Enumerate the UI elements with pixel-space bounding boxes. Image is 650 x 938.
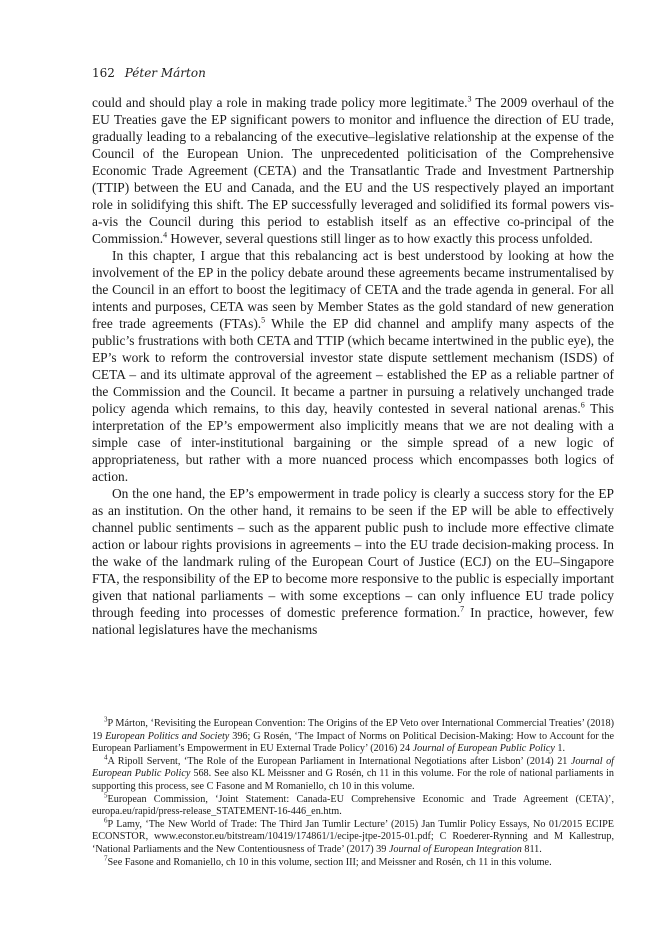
page-number: 162 (92, 66, 115, 80)
text-run: A Ripoll Servent, ‘The Role of the European Parliament in International Negotiations after Lisbon’ (2014) 21 (107, 755, 571, 767)
body-text (92, 94, 614, 638)
footnote-ref: 7 (460, 604, 465, 614)
footnote-4 (92, 753, 615, 794)
text-run: 396; G Rosén, ‘The Impact of Norms on Political Decision-Making: How to Account for the European Parliament’s Empowerment in EU External Trade Policy’ (2016) 24 (92, 730, 615, 755)
text-run: See Fasone and Romaniello, ch 10 in this volume, section III; and Meissner and Rosén, ch 11 in this volume. (107, 856, 552, 868)
text-run: The 2009 overhaul of the EU Treaties gave the EP significant powers to monitor and influence the direction of EU trade, gradually leading to a rebalancing of the executive–legislative relationship at the expense of the Council of the European Union. The unprecedented politicisation of the Comprehensive Economic Trade Agreement (CETA) and the Transatlantic Trade and Investment Partnership (TTIP) between the EU and Canada, and the EU and the US respectively played an important role in solidifying this shift. The EP successfully leveraged and solidified its formal powers vis-a-vis the Council during this period to establish itself as an effective co-principal of the Commission. (92, 95, 614, 246)
footnote-ref: 3 (467, 94, 472, 104)
footnotes (92, 715, 615, 869)
footnote-5 (92, 791, 614, 819)
text-run: This interpretation of the EP’s empowerment also implicitly means that we are not dealing with a simple case of inter-institutional bargaining or the simple spread of a new logic of appropriateness, but rather with a more nuanced process which encompasses both logics of action. (92, 401, 614, 484)
footnote-number: 3 (104, 715, 108, 724)
running-header (92, 66, 206, 80)
text-run: 811. (521, 843, 542, 855)
text-run: P Lamy, ‘The New World of Trade: The Third Jan Tumlir Lecture’ (2015) Jan Tumlir Policy Essays, No 01/2015 ECIPE ECONSTOR, www.econstor.eu/bitstream/10419/174861/1/ecipe-jtpe-2015-01.pdf; C Roederer-Rynning and M Kallestrup, ‘National Parliaments and the New Contentiousness of Trade’ (2017) 39 (92, 818, 614, 855)
text-run: could and should play a role in making trade policy more legitimate. (92, 95, 468, 110)
paragraph-1 (92, 94, 614, 247)
text-run: 568. See also KL Meissner and G Rosén, ch 11 in this volume. For the role of national parliaments in supporting this process, see C Fasone and M Romaniello, ch 10 in this volume. (92, 768, 614, 792)
journal-title: Journal of European Public Policy (92, 755, 615, 780)
running-head-author: Péter Márton (124, 66, 206, 80)
journal-title: Journal of European Public Policy (412, 743, 555, 755)
footnote-ref: 6 (580, 400, 585, 410)
footnote-ref: 5 (261, 315, 266, 325)
footnote-number: 5 (104, 791, 108, 800)
text-run: In this chapter, I argue that this rebalancing act is best understood by looking at how the involvement of the EP in the policy debate around these agreements became instrumentalised by the Council in an effort to boost the legitimacy of CETA and the trade agenda in general. For all intents and purposes, CETA was seen by Member States as the gold standard of new generation free trade agreements (FTAs). (92, 248, 614, 331)
text-run: In practice, however, few national legislatures have the mechanisms (92, 605, 614, 637)
text-run: On the one hand, the EP’s empowerment in trade policy is clearly a success story for the EP as an institution. On the other hand, it remains to be seen if the EP will be able to effectively channel public sentiments – such as the apparent public push to include more effective climate action or labour rights provisions in agreements – into the EU trade decision-making process. In the wake of the landmark ruling of the European Court of Justice (ECJ) on the EU–Singapore FTA, the responsibility of the EP to become more responsive to the public is especially important given that national parliaments – with some exceptions – can only influence EU trade policy through feeding into processes of domestic preference formation. (92, 486, 614, 620)
footnote-6 (92, 816, 614, 857)
text-run: 1. (554, 743, 566, 755)
journal-title: Journal of European Integration (388, 843, 522, 855)
footnote-3 (92, 715, 615, 756)
journal-title: European Politics and Society (105, 730, 230, 742)
footnote-7 (92, 854, 614, 870)
paragraph-3 (92, 485, 614, 638)
paragraph-2 (92, 247, 614, 485)
text-run: European Commission, ‘Joint Statement: Canada-EU Comprehensive Economic and Trade Agreement (CETA)’, europa.eu/rapid/press-release_STATEMENT-16-446_en.htm. (92, 793, 614, 818)
text-run: However, several questions still linger as to how exactly this process unfolded. (167, 231, 593, 246)
footnote-ref: 4 (163, 230, 168, 240)
text-run: While the EP did channel and amplify many aspects of the public’s frustrations with both CETA and TTIP (which became intertwined in the public eye), the EP’s work to reform the controversial investor state dispute settlement mechanism (ISDS) of CETA – and its ultimate approval of the agreement – established the EP as a reliable partner of the Commission and the Council. It became a partner in pursuing a relatively unchanged trade policy agenda which remains, to this day, heavily contested in several national arenas. (92, 316, 614, 416)
footnote-number: 4 (104, 753, 108, 762)
text-run: P Márton, ‘Revisiting the European Convention: The Origins of the EP Veto over International Commercial Treaties’ (2018) 19 (92, 718, 614, 742)
footnote-number: 6 (104, 816, 108, 825)
footnote-number: 7 (104, 854, 108, 863)
